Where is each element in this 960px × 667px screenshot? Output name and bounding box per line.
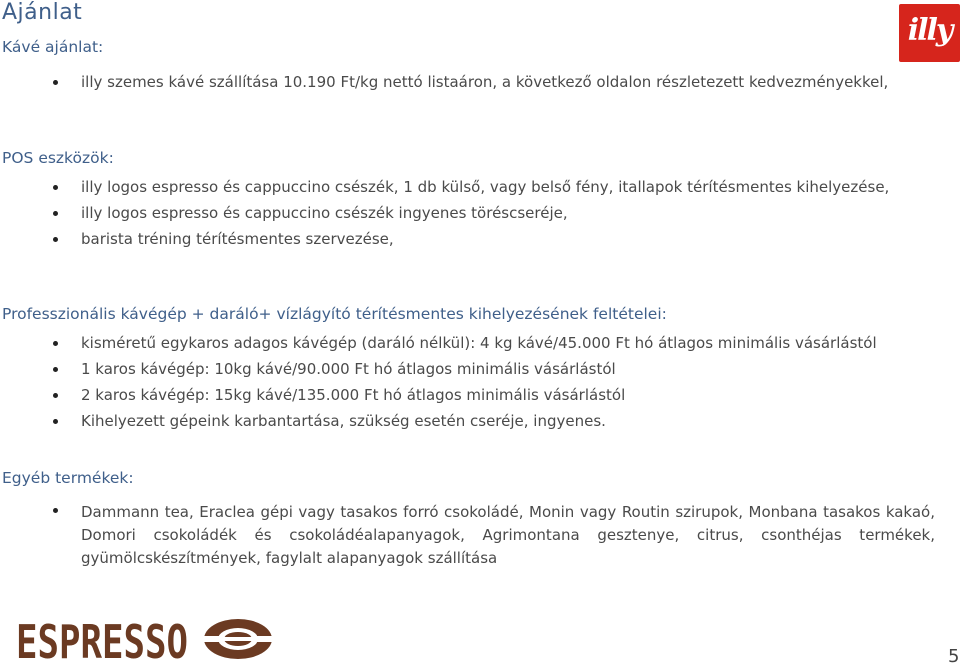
espresso-logo-text: ESPRESSO <box>16 616 188 662</box>
section-heading-coffee: Kávé ajánlat: <box>2 38 104 56</box>
page-number: 5 <box>948 646 960 667</box>
list-item: Dammann tea, Eraclea gépi vagy tasakos forró csokoládé, Monin vagy Routin szirupok, Monbana tasakos kakaó, Domori csokoládék és csokoládéalapanyagok, Agrimontana gesztenye, citrus, csonthéjas termékek, gyümölcskészítmények, fagylalt alapanyagok szállítása <box>0 501 960 570</box>
section-heading-machine: Professzionális kávégép + daráló+ vízlágyító térítésmentes kihelyezésének feltételei: <box>2 305 667 323</box>
list-item: illy logos espresso és cappuccino csészék ingyenes töréscseréje, <box>0 204 960 222</box>
list-item: illy logos espresso és cappuccino csészék, 1 db külső, vagy belső fény, itallapok térítésmentes kihelyezése, <box>0 178 960 196</box>
list-item: 2 karos kávégép: 15kg kávé/135.000 Ft hó átlagos minimális vásárlástól <box>0 386 960 404</box>
espresso-logo <box>16 616 276 662</box>
page-title: Ajánlat <box>2 0 83 25</box>
section-heading-pos: POS eszközök: <box>2 149 114 167</box>
pos-list <box>0 178 960 248</box>
list-item: barista tréning térítésmentes szervezése, <box>0 230 960 248</box>
coffee-list <box>0 73 960 91</box>
illy-logo <box>899 4 960 62</box>
machine-conditions-list <box>0 334 960 430</box>
illy-logo-text: illy <box>907 13 952 48</box>
list-item: kisméretű egykaros adagos kávégép (daráló nélkül): 4 kg kávé/45.000 Ft hó átlagos minimális vásárlástól <box>0 334 960 352</box>
section-heading-other: Egyéb termékek: <box>2 469 134 487</box>
list-item: Kihelyezett gépeink karbantartása, szükség esetén cseréje, ingyenes. <box>0 412 960 430</box>
other-products-list <box>0 501 960 570</box>
list-item: 1 karos kávégép: 10kg kávé/90.000 Ft hó átlagos minimális vásárlástól <box>0 360 960 378</box>
list-item: illy szemes kávé szállítása 10.190 Ft/kg nettó listaáron, a következő oldalon részletezett kedvezményekkel, <box>0 73 960 91</box>
